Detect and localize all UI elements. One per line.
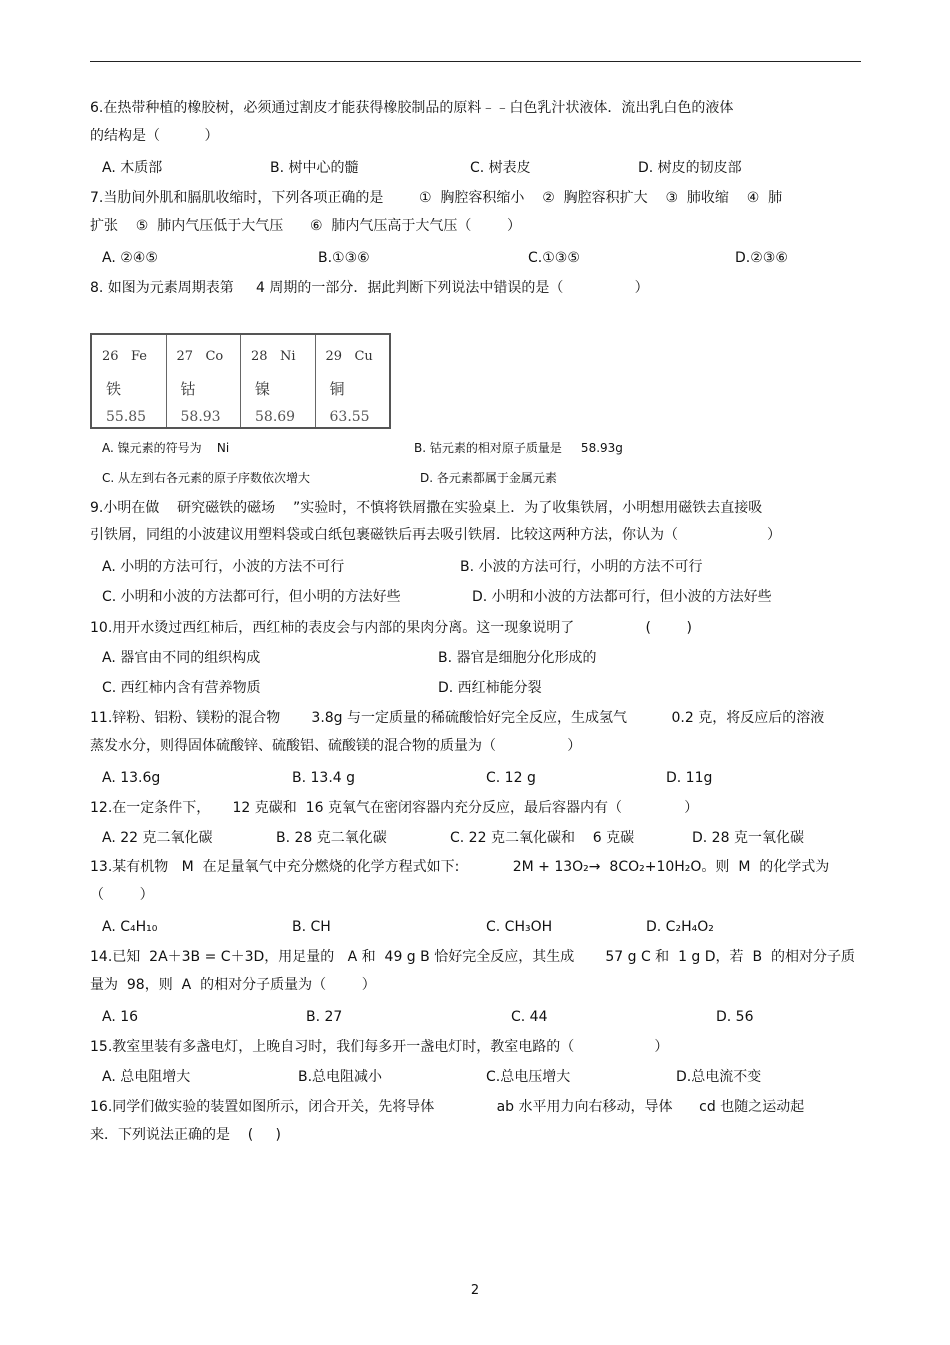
q9-option-a[interactable]: A. 小明的方法可行，小波的方法不可行: [102, 559, 345, 575]
q14-option-c[interactable]: C. 44: [511, 1009, 548, 1025]
q14-option-b[interactable]: B. 27: [306, 1009, 343, 1025]
q6-option-a[interactable]: A. 木质部: [102, 160, 163, 176]
q13-option-c[interactable]: C. CH₃OH: [486, 919, 553, 935]
q10-stem: 10.用开水烫过西红柿后，西红柿的表皮会与内部的果肉分离。这一现象说明了 ( ): [90, 620, 692, 636]
q13-option-d[interactable]: D. C₂H₄O₂: [646, 919, 714, 935]
q11-option-c[interactable]: C. 12 g: [486, 770, 536, 786]
q8-option-a[interactable]: A. 镍元素的符号为 Ni: [102, 441, 230, 455]
q11-option-a[interactable]: A. 13.6g: [102, 770, 161, 786]
q12-option-b[interactable]: B. 28 克二氧化碳: [276, 830, 387, 846]
q12-option-d[interactable]: D. 28 克一氧化碳: [692, 830, 804, 846]
q15-option-c[interactable]: C.总电压增大: [486, 1069, 571, 1085]
q11-stem-line1: 11.锌粉、铝粉、镁粉的混合物 3.8g 与一定质量的稀硫酸恰好完全反应，生成氢气 0.2 克，将反应后的溶液: [90, 710, 825, 726]
q16-stem-line1: 16.同学们做实验的装置如图所示，闭合开关，先将导体 ab 水平用力向右移动，导体 cd 也随之运动起: [90, 1099, 805, 1115]
q13-option-a[interactable]: A. C₄H₁₀: [102, 919, 158, 935]
q11-option-d[interactable]: D. 11g: [666, 770, 713, 786]
q7-option-d[interactable]: D.②③⑥: [735, 250, 788, 266]
q10-option-c[interactable]: C. 西红柿内含有营养物质: [102, 680, 261, 696]
q8-stem: 8. 如图为元素周期表第 4 周期的一部分．据此判断下列说法中错误的是（ ）: [90, 280, 649, 296]
q10-option-d[interactable]: D. 西红柿能分裂: [438, 680, 542, 696]
q7-option-c[interactable]: C.①③⑤: [528, 250, 580, 266]
q14-stem-line1: 14.已知 2A＋3B = C＋3D，用足量的 A 和 49 g B 恰好完全反应，其生成 57 g C 和 1 g D，若 B 的相对分子质: [90, 949, 855, 965]
q10-option-b[interactable]: B. 器官是细胞分化形成的: [438, 650, 597, 666]
element-mass: 58.93: [180, 409, 221, 425]
q14-option-d[interactable]: D. 56: [716, 1009, 754, 1025]
element-number-symbol: 28 Ni: [251, 349, 296, 364]
q16-stem-line2: 来．下列说法正确的是 ( ): [90, 1127, 281, 1143]
q9-stem-line1: 9.小明在做 研究磁铁的磁场 ”实验时，不慎将铁屑撒在实验桌上．为了收集铁屑，小明想用磁铁去直接吸: [90, 500, 763, 516]
q14-option-a[interactable]: A. 16: [102, 1009, 139, 1025]
q15-option-b[interactable]: B.总电阻减小: [298, 1069, 383, 1085]
element-number-symbol: 27 Co: [176, 349, 224, 364]
element-mass: 55.85: [106, 409, 147, 425]
element-name: 铜: [329, 380, 345, 398]
element-name: 钴: [180, 380, 196, 398]
q15-option-a[interactable]: A. 总电阻增大: [102, 1069, 191, 1085]
q11-stem-line2: 蒸发水分，则得固体硫酸锌、硫酸铝、硫酸镁的混合物的质量为（ ）: [90, 738, 582, 754]
element-cell-fe: [92, 335, 167, 427]
q6-option-c[interactable]: C. 树表皮: [470, 160, 531, 176]
page-number: 2: [470, 1283, 480, 1298]
periodic-table-figure: [90, 333, 391, 429]
q6-stem-line2: 的结构是（ ）: [90, 128, 219, 144]
q11-option-b[interactable]: B. 13.4 g: [292, 770, 356, 786]
q8-option-b[interactable]: B. 钴元素的相对原子质量是 58.93g: [414, 441, 623, 455]
q7-stem-line1: 7.当肋间外肌和膈肌收缩时，下列各项正确的是 ① 胸腔容积缩小 ② 胸腔容积扩大 ③ 肺收缩 ④ 肺: [90, 190, 783, 206]
element-cell-ni: [241, 335, 316, 427]
q6-option-d[interactable]: D. 树皮的韧皮部: [638, 160, 742, 176]
element-cell-cu: [316, 335, 390, 427]
q14-stem-line2: 量为 98，则 A 的相对分子质量为（ ）: [90, 977, 376, 993]
q9-option-c[interactable]: C. 小明和小波的方法都可行，但小明的方法好些: [102, 589, 401, 605]
q9-option-d[interactable]: D. 小明和小波的方法都可行，但小波的方法好些: [472, 589, 772, 605]
q8-option-c[interactable]: C. 从左到右各元素的原子序数依次增大: [102, 471, 311, 485]
q12-option-a[interactable]: A. 22 克二氧化碳: [102, 830, 213, 846]
q7-stem-line2: 扩张 ⑤ 肺内气压低于大气压 ⑥ 肺内气压高于大气压（ ）: [90, 218, 522, 234]
q6-stem-line1: 6.在热带种植的橡胶树，必须通过割皮才能获得橡胶制品的原料﹣﹣白色乳汁状液体．流出乳白色的液体: [90, 100, 734, 116]
q6-option-b[interactable]: B. 树中心的髓: [270, 160, 359, 176]
q8-option-d[interactable]: D. 各元素都属于金属元素: [420, 471, 557, 485]
q13-stem-line1: 13.某有机物 M 在足量氧气中充分燃烧的化学方程式如下: 2M + 13O₂→ 8CO₂+10H₂O。则 M 的化学式为: [90, 859, 830, 875]
q12-stem: 12.在一定条件下， 12 克碳和 16 克氧气在密闭容器内充分反应，最后容器内有（ ）: [90, 800, 699, 816]
q9-stem-line2: 引铁屑，同组的小波建议用塑料袋或白纸包裹磁铁后再去吸引铁屑．比较这两种方法，你认为（ ）: [90, 527, 782, 543]
q9-option-b[interactable]: B. 小波的方法可行，小明的方法不可行: [460, 559, 703, 575]
element-number-symbol: 29 Cu: [325, 349, 373, 364]
element-number-symbol: 26 Fe: [102, 349, 147, 364]
q7-option-a[interactable]: A. ②④⑤: [102, 250, 158, 266]
header-rule: [90, 61, 861, 62]
q15-stem: 15.教室里装有多盏电灯，上晚自习时，我们每多开一盏电灯时，教室电路的（ ）: [90, 1039, 669, 1055]
q12-option-c[interactable]: C. 22 克二氧化碳和 6 克碳: [450, 830, 635, 846]
q7-option-b[interactable]: B.①③⑥: [318, 250, 370, 266]
q13-stem-line2: （ ）: [90, 887, 154, 903]
element-cell-co: [167, 335, 242, 427]
q10-option-a[interactable]: A. 器官由不同的组织构成: [102, 650, 261, 666]
element-mass: 63.55: [329, 409, 370, 425]
q13-option-b[interactable]: B. CH: [292, 919, 331, 935]
q15-option-d[interactable]: D.总电流不变: [676, 1069, 762, 1085]
element-name: 铁: [106, 380, 122, 398]
element-name: 镍: [255, 380, 271, 398]
element-mass: 58.69: [255, 409, 296, 425]
